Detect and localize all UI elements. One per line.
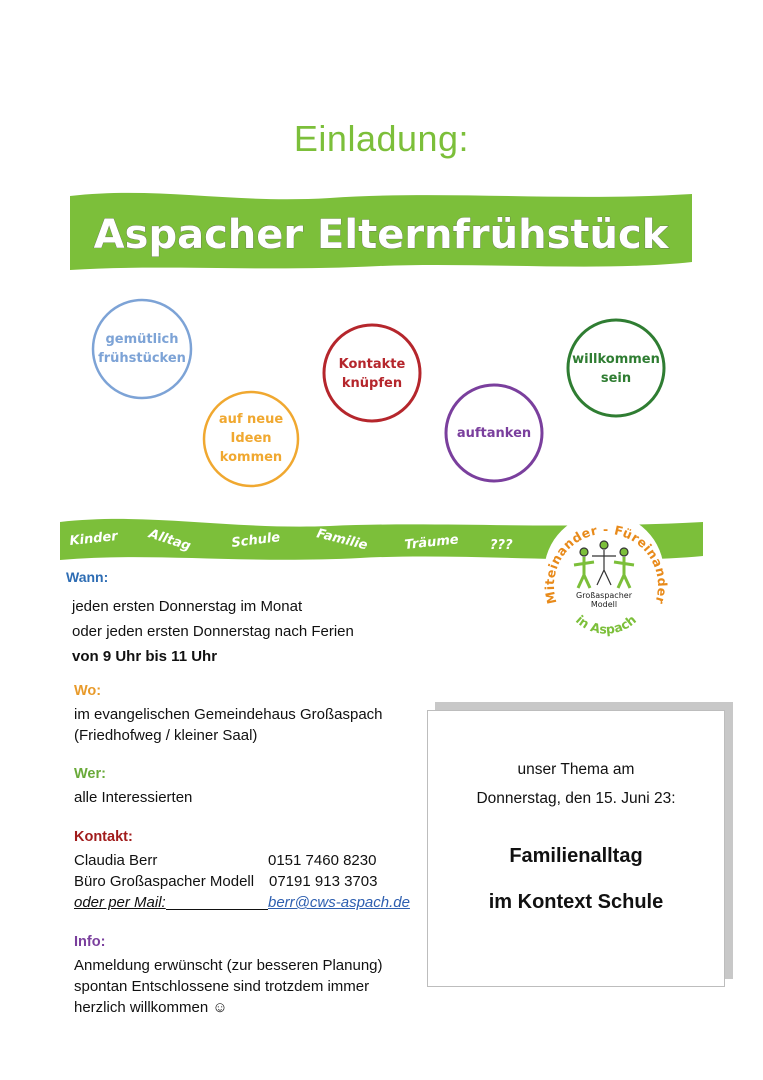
info-line1: Anmeldung erwünscht (zur besseren Planung) <box>74 957 383 974</box>
logo-center-line2: Modell <box>590 600 618 609</box>
bubble-ideen <box>204 410 298 467</box>
info-line3: herzlich willkommen ☺ <box>74 999 228 1016</box>
mail-underline-spacer <box>166 909 268 910</box>
kontakt-label: Kontakt: <box>74 829 133 845</box>
thema-line1: unser Thema am <box>517 761 635 778</box>
info-label: Info: <box>74 934 106 950</box>
bubble-kontakte <box>324 355 420 393</box>
logo-top-text: Miteinander - Füreinander <box>541 521 671 606</box>
thema-title2: im Kontext Schule <box>488 891 664 913</box>
wo-line2: (Friedhofweg / kleiner Saal) <box>74 727 258 744</box>
wann-line1: jeden ersten Donnerstag im Monat <box>72 598 303 615</box>
email-link[interactable]: berr@cws-aspach.de <box>268 894 410 911</box>
thema-title1: Familienalltag <box>509 845 643 867</box>
kontakt-phone1: 0151 7460 8230 <box>268 852 377 869</box>
wann-time: von 9 Uhr bis 11 Uhr <box>72 648 218 665</box>
wann-line2: oder jeden ersten Donnerstag nach Ferien <box>72 623 354 640</box>
wave-word-2: Alltag <box>146 526 193 555</box>
bubble-text-line: willkommen <box>572 352 660 367</box>
wo-label: Wo: <box>74 683 102 699</box>
thema-line2: Donnerstag, den 15. Juni 23: <box>476 790 676 807</box>
banner-text: Aspacher Elternfrühstück <box>93 212 669 258</box>
wave-word-3: Schule <box>230 530 281 551</box>
wave-word-5: Träume <box>403 532 460 553</box>
bubble-text-line: Kontakte <box>338 357 406 372</box>
bubble-text-line: sein <box>600 371 632 386</box>
wave-word-1: Kinder <box>68 529 119 549</box>
bubble-text-line: auftanken <box>456 426 532 441</box>
bubble-text-line: Ideen <box>230 431 272 446</box>
info-line2: spontan Entschlossene sind trotzdem immer <box>74 978 370 995</box>
kontakt-name2: Büro Großaspacher Modell <box>74 873 255 890</box>
bubble-text-line: auf neue <box>218 412 284 427</box>
logo-bottom-text: in Aspach <box>572 611 639 637</box>
wave-word-4: Familie <box>315 526 370 554</box>
kontakt-mail-label: oder per Mail: <box>74 894 166 911</box>
wer-line1: alle Interessierten <box>74 789 193 806</box>
bubble-auftanken <box>446 424 542 443</box>
logo-center-line1: Großaspacher <box>576 591 632 600</box>
bubble-gemuetlich <box>93 330 191 368</box>
bubble-text-line: kommen <box>219 450 283 465</box>
wo-line1: im evangelischen Gemeindehaus Großaspach <box>74 706 383 723</box>
bubble-text-line: frühstücken <box>98 351 186 366</box>
kontakt-name1: Claudia Berr <box>74 852 158 869</box>
kontakt-phone2: 07191 913 3703 <box>269 873 378 890</box>
thema-box <box>427 710 725 987</box>
wer-label: Wer: <box>74 766 106 782</box>
bubble-text-line: knüpfen <box>341 376 403 391</box>
bubble-text-line: gemütlich <box>105 332 179 347</box>
bubble-willkommen <box>568 350 664 388</box>
page-title: Einladung: <box>293 118 470 159</box>
wann-label: Wann: <box>66 569 109 585</box>
wave-word-6: ??? <box>490 538 513 553</box>
